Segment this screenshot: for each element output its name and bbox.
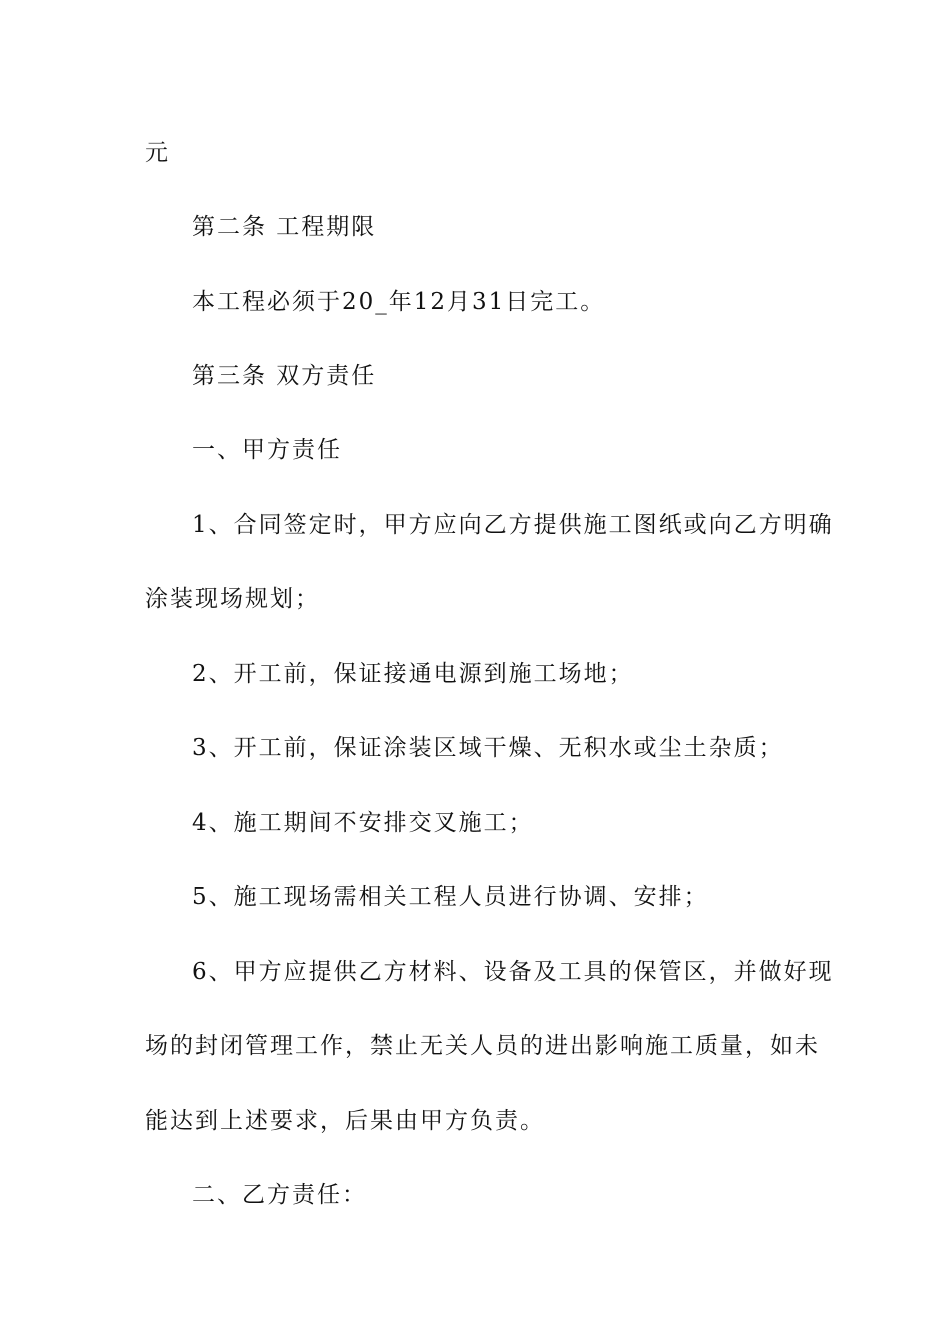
clause-6-line-3: 能达到上述要求，后果由甲方负责。 [145, 1108, 545, 1134]
text-line-continuation: 元 [145, 140, 170, 166]
paragraph-deadline: 本工程必须于20_年12月31日完工。 [192, 289, 606, 315]
clause-1-line-2: 涂装现场规划； [145, 586, 320, 612]
article-heading-3: 第三条 双方责任 [192, 363, 377, 389]
clause-6-line-1: 6、甲方应提供乙方材料、设备及工具的保管区，并做好现 [192, 959, 834, 985]
clause-5: 5、施工现场需相关工程人员进行协调、安排； [192, 884, 709, 910]
clause-6-line-2: 场的封闭管理工作，禁止无关人员的进出影响施工质量，如未 [145, 1033, 820, 1059]
section-heading-party-a: 一、甲方责任 [192, 437, 342, 463]
article-heading-2: 第二条 工程期限 [192, 214, 377, 240]
clause-1-line-1: 1、合同签定时，甲方应向乙方提供施工图纸或向乙方明确 [192, 512, 834, 538]
clause-2: 2、开工前，保证接通电源到施工场地； [192, 661, 634, 687]
clause-3: 3、开工前，保证涂装区域干燥、无积水或尘土杂质； [192, 735, 784, 761]
section-heading-party-b: 二、乙方责任： [192, 1182, 367, 1208]
clause-4: 4、施工期间不安排交叉施工； [192, 810, 534, 836]
